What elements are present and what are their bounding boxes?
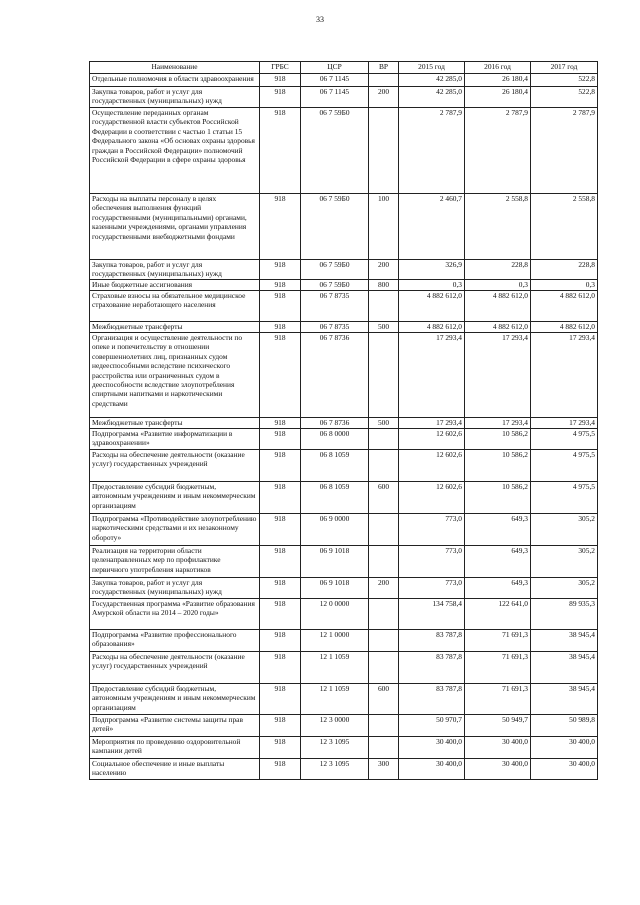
cell-grbs: 918 <box>260 194 301 260</box>
header-grbs: ГРБС <box>260 62 301 74</box>
cell-2015: 83 787,8 <box>399 630 465 652</box>
cell-grbs: 918 <box>260 599 301 630</box>
cell-vr: 300 <box>369 759 399 780</box>
cell-2015: 42 285,0 <box>399 87 465 108</box>
cell-name: Закупка товаров, работ и услуг для государственных (муниципальных) нужд <box>90 87 260 108</box>
table-row <box>90 194 598 260</box>
cell-grbs: 918 <box>260 578 301 599</box>
table-row <box>90 260 598 280</box>
cell-name: Подпрограмма «Развитие профессионального образования» <box>90 630 260 652</box>
cell-2016: 71 691,3 <box>465 684 531 715</box>
table-row <box>90 482 598 514</box>
cell-2015: 83 787,8 <box>399 684 465 715</box>
cell-2015: 12 602,6 <box>399 429 465 450</box>
cell-name: Закупка товаров, работ и услуг для государственных (муниципальных) нужд <box>90 260 260 280</box>
cell-vr <box>369 630 399 652</box>
cell-name: Отдельные полномочия в области здравоохранения <box>90 74 260 87</box>
cell-csr: 06 9 1018 <box>301 546 369 578</box>
table-row <box>90 759 598 780</box>
cell-2015: 30 400,0 <box>399 759 465 780</box>
cell-2016: 17 293,4 <box>465 418 531 429</box>
cell-csr: 12 0 0000 <box>301 599 369 630</box>
table-body <box>90 74 598 780</box>
cell-vr <box>369 291 399 322</box>
table-row <box>90 715 598 737</box>
cell-2017: 4 975,5 <box>531 482 598 514</box>
cell-csr: 06 9 1018 <box>301 578 369 599</box>
cell-vr: 500 <box>369 322 399 333</box>
cell-2015: 30 400,0 <box>399 737 465 759</box>
cell-csr: 06 7 8736 <box>301 333 369 418</box>
cell-vr: 500 <box>369 418 399 429</box>
cell-2016: 2 787,9 <box>465 108 531 194</box>
header-vr: ВР <box>369 62 399 74</box>
cell-2017: 522,8 <box>531 74 598 87</box>
cell-csr: 06 7 59Б0 <box>301 280 369 291</box>
cell-csr: 06 7 1145 <box>301 87 369 108</box>
table-row <box>90 514 598 546</box>
cell-2016: 649,3 <box>465 578 531 599</box>
cell-2015: 0,3 <box>399 280 465 291</box>
cell-2017: 305,2 <box>531 578 598 599</box>
cell-vr: 100 <box>369 194 399 260</box>
cell-2015: 50 970,7 <box>399 715 465 737</box>
header-2015: 2015 год <box>399 62 465 74</box>
table-row <box>90 418 598 429</box>
cell-2017: 17 293,4 <box>531 333 598 418</box>
cell-2017: 30 400,0 <box>531 759 598 780</box>
cell-csr: 12 3 1095 <box>301 759 369 780</box>
header-row <box>90 62 598 74</box>
cell-grbs: 918 <box>260 322 301 333</box>
cell-grbs: 918 <box>260 87 301 108</box>
cell-csr: 06 9 0000 <box>301 514 369 546</box>
cell-vr: 800 <box>369 280 399 291</box>
cell-vr: 200 <box>369 260 399 280</box>
cell-name: Предоставление субсидий бюджетным, автономным учреждениям и иным некоммерческим организациям <box>90 684 260 715</box>
table-row <box>90 684 598 715</box>
page-number: 33 <box>316 15 324 24</box>
cell-grbs: 918 <box>260 630 301 652</box>
cell-2017: 0,3 <box>531 280 598 291</box>
cell-grbs: 918 <box>260 546 301 578</box>
cell-vr: 600 <box>369 482 399 514</box>
cell-grbs: 918 <box>260 759 301 780</box>
table-row <box>90 450 598 482</box>
cell-2017: 17 293,4 <box>531 418 598 429</box>
cell-csr: 06 8 1059 <box>301 482 369 514</box>
cell-name: Организация и осуществление деятельности по опеке и попечительству в отношении совершеннолетних лиц, признанных судом недееспособными вследствие психического расстройства или ограниченных судом в дееспособности вследствие злоупотребления спиртными напитками и наркотическими средствами <box>90 333 260 418</box>
cell-grbs: 918 <box>260 108 301 194</box>
cell-2015: 773,0 <box>399 578 465 599</box>
cell-csr: 06 7 8736 <box>301 418 369 429</box>
cell-2016: 71 691,3 <box>465 630 531 652</box>
cell-2016: 50 949,7 <box>465 715 531 737</box>
cell-2017: 228,8 <box>531 260 598 280</box>
cell-2017: 50 989,8 <box>531 715 598 737</box>
cell-vr <box>369 429 399 450</box>
table-row <box>90 599 598 630</box>
cell-2015: 83 787,8 <box>399 652 465 684</box>
cell-name: Социальное обеспечение и иные выплаты населению <box>90 759 260 780</box>
cell-vr: 200 <box>369 87 399 108</box>
cell-name: Межбюджетные трансферты <box>90 418 260 429</box>
cell-csr: 12 3 1095 <box>301 737 369 759</box>
cell-2016: 649,3 <box>465 514 531 546</box>
header-name: Наименование <box>90 62 260 74</box>
cell-csr: 12 1 0000 <box>301 630 369 652</box>
cell-vr <box>369 599 399 630</box>
table-row <box>90 546 598 578</box>
cell-2015: 2 460,7 <box>399 194 465 260</box>
cell-name: Подпрограмма «Противодействие злоупотреблению наркотическими средствами и их незаконному обороту» <box>90 514 260 546</box>
cell-name: Подпрограмма «Развитие системы защиты прав детей» <box>90 715 260 737</box>
cell-2015: 773,0 <box>399 514 465 546</box>
table-row <box>90 108 598 194</box>
table-row <box>90 333 598 418</box>
cell-grbs: 918 <box>260 418 301 429</box>
table-row <box>90 737 598 759</box>
cell-2016: 649,3 <box>465 546 531 578</box>
cell-csr: 06 8 1059 <box>301 450 369 482</box>
cell-2016: 10 586,2 <box>465 429 531 450</box>
cell-name: Иные бюджетные ассигнования <box>90 280 260 291</box>
table-row <box>90 630 598 652</box>
cell-2016: 10 586,2 <box>465 482 531 514</box>
table-row <box>90 74 598 87</box>
cell-vr <box>369 450 399 482</box>
cell-2016: 30 400,0 <box>465 759 531 780</box>
cell-2017: 2 558,8 <box>531 194 598 260</box>
cell-grbs: 918 <box>260 652 301 684</box>
cell-2017: 4 882 612,0 <box>531 322 598 333</box>
cell-2017: 89 935,3 <box>531 599 598 630</box>
cell-vr <box>369 546 399 578</box>
table-row <box>90 280 598 291</box>
cell-2016: 71 691,3 <box>465 652 531 684</box>
cell-2015: 17 293,4 <box>399 418 465 429</box>
cell-csr: 06 8 0000 <box>301 429 369 450</box>
cell-name: Мероприятия по проведению оздоровительной кампании детей <box>90 737 260 759</box>
cell-2015: 12 602,6 <box>399 482 465 514</box>
cell-2016: 0,3 <box>465 280 531 291</box>
table-row <box>90 322 598 333</box>
table-row <box>90 429 598 450</box>
cell-2016: 4 882 612,0 <box>465 322 531 333</box>
cell-2016: 30 400,0 <box>465 737 531 759</box>
cell-csr: 12 1 1059 <box>301 684 369 715</box>
cell-2017: 4 975,5 <box>531 429 598 450</box>
cell-csr: 06 7 59Б0 <box>301 108 369 194</box>
cell-name: Подпрограмма «Развитие информатизации в здравоохранении» <box>90 429 260 450</box>
cell-grbs: 918 <box>260 715 301 737</box>
cell-2015: 12 602,6 <box>399 450 465 482</box>
cell-2016: 10 586,2 <box>465 450 531 482</box>
cell-2015: 4 882 612,0 <box>399 291 465 322</box>
cell-grbs: 918 <box>260 684 301 715</box>
table-row <box>90 87 598 108</box>
cell-2017: 4 975,5 <box>531 450 598 482</box>
cell-vr <box>369 652 399 684</box>
cell-vr <box>369 514 399 546</box>
cell-vr <box>369 333 399 418</box>
cell-2015: 17 293,4 <box>399 333 465 418</box>
cell-grbs: 918 <box>260 482 301 514</box>
cell-2015: 4 882 612,0 <box>399 322 465 333</box>
cell-2016: 17 293,4 <box>465 333 531 418</box>
cell-2015: 773,0 <box>399 546 465 578</box>
cell-name: Расходы на выплаты персоналу в целях обеспечения выполнения функций государственными (муниципальными) органами, казенными учреждениями, органами управления государственными внебюджетными фондами <box>90 194 260 260</box>
cell-name: Предоставление субсидий бюджетным, автономным учреждениям и иным некоммерческим организациям <box>90 482 260 514</box>
cell-grbs: 918 <box>260 514 301 546</box>
cell-name: Расходы на обеспечение деятельности (оказание услуг) государственных учреждений <box>90 652 260 684</box>
cell-2017: 2 787,9 <box>531 108 598 194</box>
cell-2017: 30 400,0 <box>531 737 598 759</box>
cell-grbs: 918 <box>260 291 301 322</box>
cell-2017: 38 945,4 <box>531 630 598 652</box>
cell-csr: 12 3 0000 <box>301 715 369 737</box>
cell-grbs: 918 <box>260 74 301 87</box>
table-row <box>90 291 598 322</box>
cell-grbs: 918 <box>260 280 301 291</box>
cell-name: Страховые взносы на обязательное медицинское страхование неработающего населения <box>90 291 260 322</box>
cell-grbs: 918 <box>260 450 301 482</box>
cell-csr: 06 7 1145 <box>301 74 369 87</box>
cell-vr: 200 <box>369 578 399 599</box>
cell-grbs: 918 <box>260 429 301 450</box>
cell-name: Межбюджетные трансферты <box>90 322 260 333</box>
cell-vr <box>369 74 399 87</box>
cell-2016: 26 180,4 <box>465 87 531 108</box>
table-row <box>90 578 598 599</box>
cell-2017: 38 945,4 <box>531 684 598 715</box>
cell-csr: 06 7 8735 <box>301 322 369 333</box>
cell-2015: 2 787,9 <box>399 108 465 194</box>
cell-csr: 06 7 59Б0 <box>301 194 369 260</box>
cell-vr: 600 <box>369 684 399 715</box>
cell-csr: 12 1 1059 <box>301 652 369 684</box>
header-csr: ЦСР <box>301 62 369 74</box>
cell-csr: 06 7 59Б0 <box>301 260 369 280</box>
table-row <box>90 652 598 684</box>
cell-csr: 06 7 8735 <box>301 291 369 322</box>
cell-2017: 38 945,4 <box>531 652 598 684</box>
cell-2015: 134 758,4 <box>399 599 465 630</box>
header-2017: 2017 год <box>531 62 598 74</box>
cell-grbs: 918 <box>260 333 301 418</box>
cell-name: Осуществление переданных органам государственной власти субъектов Российской Федерации в соответствии с частью 1 статьи 15 Федерального закона «Об основах охраны здоровья граждан в Российской Федерации» полномочий Российской Федерации в сфере охраны здоровья <box>90 108 260 194</box>
cell-name: Государственная программа «Развитие образования Амурской области на 2014 – 2020 годы» <box>90 599 260 630</box>
table-header <box>90 62 598 74</box>
cell-grbs: 918 <box>260 260 301 280</box>
cell-name: Закупка товаров, работ и услуг для государственных (муниципальных) нужд <box>90 578 260 599</box>
cell-2017: 305,2 <box>531 546 598 578</box>
cell-name: Расходы на обеспечение деятельности (оказание услуг) государственных учреждений <box>90 450 260 482</box>
cell-2016: 26 180,4 <box>465 74 531 87</box>
cell-2016: 4 882 612,0 <box>465 291 531 322</box>
budget-table <box>89 61 598 780</box>
cell-2016: 228,8 <box>465 260 531 280</box>
cell-2015: 326,9 <box>399 260 465 280</box>
cell-grbs: 918 <box>260 737 301 759</box>
cell-2016: 122 641,0 <box>465 599 531 630</box>
cell-2016: 2 558,8 <box>465 194 531 260</box>
cell-2017: 305,2 <box>531 514 598 546</box>
cell-2015: 42 285,0 <box>399 74 465 87</box>
header-2016: 2016 год <box>465 62 531 74</box>
cell-vr <box>369 108 399 194</box>
cell-vr <box>369 737 399 759</box>
cell-2017: 522,8 <box>531 87 598 108</box>
cell-name: Реализация на территории области целенаправленных мер по профилактике первичного употребления наркотиков <box>90 546 260 578</box>
cell-vr <box>369 715 399 737</box>
cell-2017: 4 882 612,0 <box>531 291 598 322</box>
